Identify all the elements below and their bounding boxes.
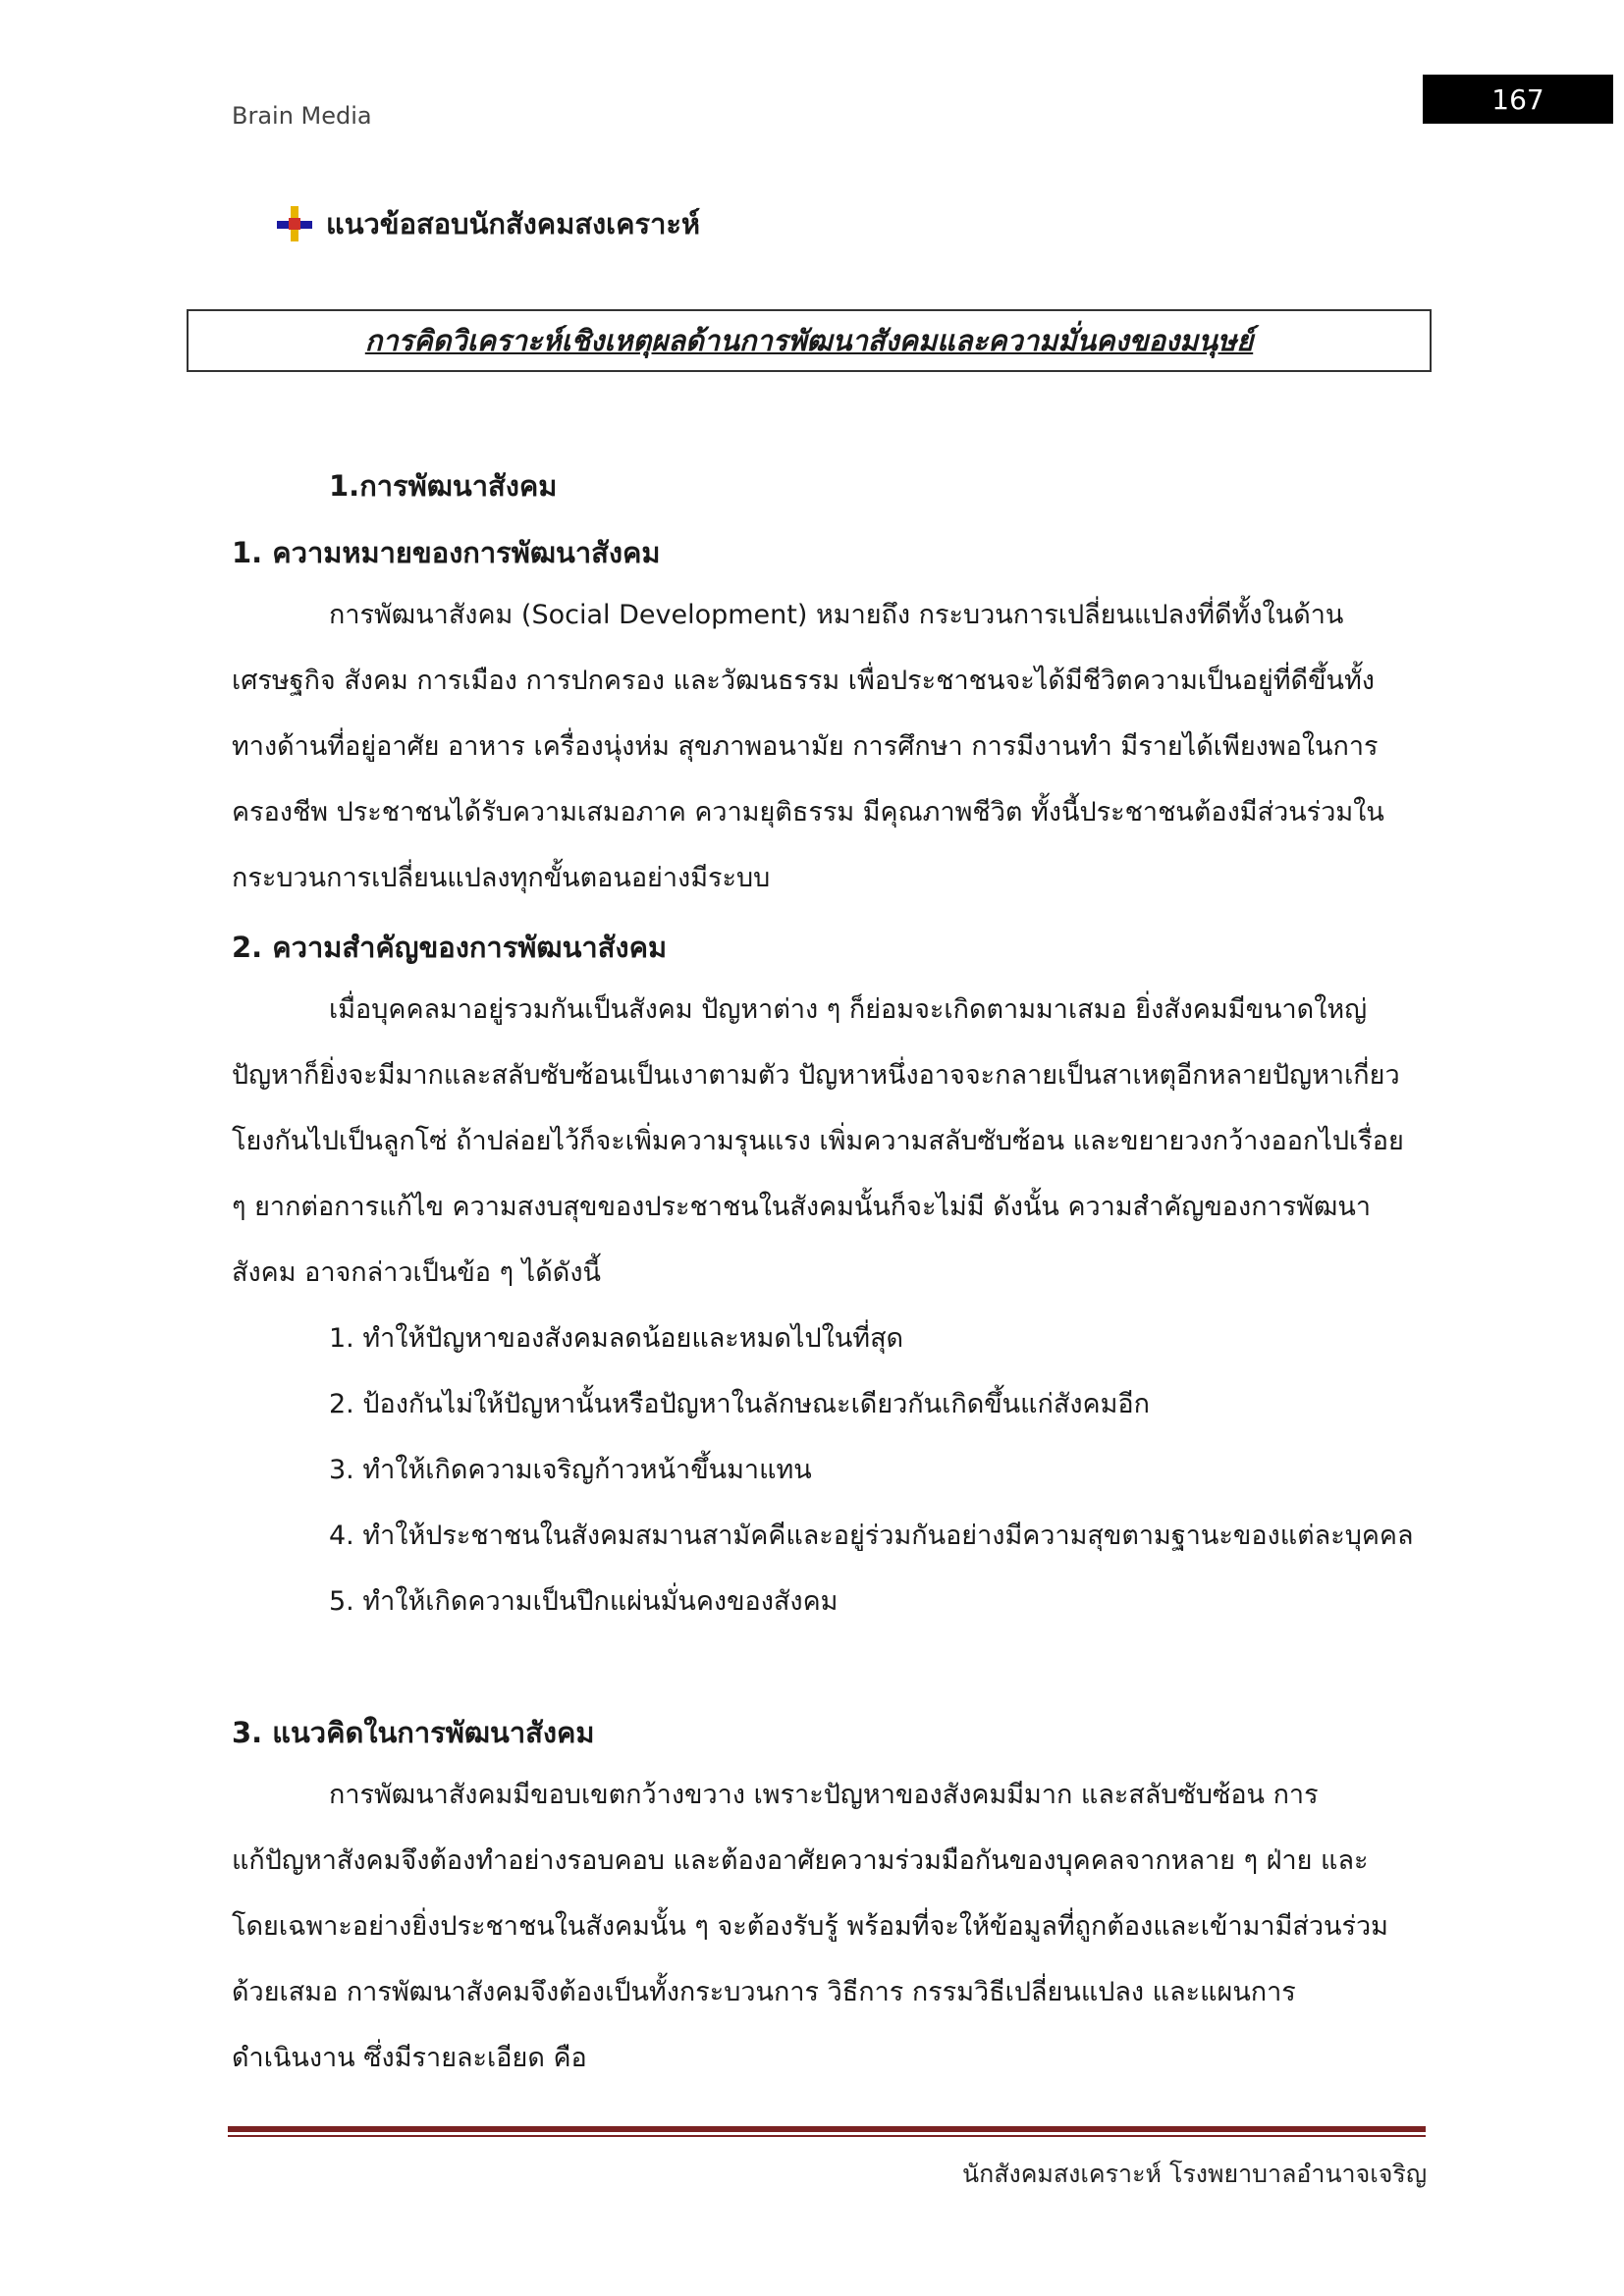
paragraph-line: ด้วยเสมอ การพัฒนาสังคมจึงต้องเป็นทั้งกระบวนการ วิธีการ กรรมวิธีเปลี่ยนแปลง และแผนการ (232, 1977, 1296, 2007)
title-box (187, 309, 1432, 372)
main-heading: 1.การพัฒนาสังคม (329, 469, 558, 503)
paragraph-line: การพัฒนาสังคม (Social Development) หมายถึง กระบวนการเปลี่ยนแปลงที่ดีทั้งในด้าน (329, 600, 1344, 630)
plus-bullet-icon (275, 204, 314, 243)
paragraph-line: เศรษฐกิจ สังคม การเมือง การปกครอง และวัฒนธรรม เพื่อประชาชนจะได้มีชีวิตความเป็นอยู่ที่ดีขึ้นทั้ง (232, 666, 1375, 696)
section2-paragraph (232, 977, 1430, 1306)
section-heading (275, 201, 700, 246)
section1-paragraph (232, 582, 1430, 911)
importance-list (329, 1306, 1414, 1634)
paragraph-line: สังคม อาจกล่าวเป็นข้อ ๆ ได้ดังนี้ (232, 1257, 601, 1288)
paragraph-line: แก้ปัญหาสังคมจึงต้องทำอย่างรอบคอบ และต้องอาศัยความร่วมมือกันของบุคคลจากหลาย ๆ ฝ่าย และ (232, 1845, 1369, 1876)
list-item: 4. ทำให้ประชาชนในสังคมสมานสามัคคีและอยู่ร่วมกันอย่างมีความสุขตามฐานะของแต่ละบุคคล (329, 1521, 1414, 1551)
list-item: 3. ทำให้เกิดความเจริญก้าวหน้าขึ้นมาแทน (329, 1455, 812, 1485)
paragraph-line: โดยเฉพาะอย่างยิ่งประชาชนในสังคมนั้น ๆ จะต้องรับรู้ พร้อมที่จะให้ข้อมูลที่ถูกต้องและเข้ามามีส่วนร่วม (232, 1911, 1388, 1942)
list-item: 1. ทำให้ปัญหาของสังคมลดน้อยและหมดไปในที่สุด (329, 1323, 904, 1354)
footer-rule (228, 2126, 1426, 2132)
section1-heading: 1. ความหมายของการพัฒนาสังคม (232, 536, 661, 569)
footer-rule-thin (228, 2135, 1426, 2137)
paragraph-line: ครองชีพ ประชาชนได้รับความเสมอภาค ความยุติธรรม มีคุณภาพชีวิต ทั้งนี้ประชาชนต้องมีส่วนร่วมใน (232, 797, 1384, 828)
section3-heading: 3. แนวคิดในการพัฒนาสังคม (232, 1716, 595, 1749)
section2-heading: 2. ความสำคัญของการพัฒนาสังคม (232, 931, 668, 964)
paragraph-line: โยงกันไปเป็นลูกโซ่ ถ้าปล่อยไว้ก็จะเพิ่มความรุนแรง เพิ่มความสลับซับซ้อน และขยายวงกว้างออกไปเรื่อย (232, 1126, 1404, 1156)
paragraph-line: ๆ ยากต่อการแก้ไข ความสงบสุขของประชาชนในสังคมนั้นก็จะไม่มี ดังนั้น ความสำคัญของการพัฒนา (232, 1192, 1372, 1222)
section3-paragraph (232, 1762, 1430, 2091)
section-heading-text: แนวข้อสอบนักสังคมสงเคราะห์ (326, 207, 701, 240)
list-item: 2. ป้องกันไม่ให้ปัญหานั้นหรือปัญหาในลักษณะเดียวกันเกิดขึ้นแก่สังคมอีก (329, 1389, 1150, 1419)
paragraph-line: ทางด้านที่อยู่อาศัย อาหาร เครื่องนุ่งห่ม สุขภาพอนามัย การศึกษา การมีงานทำ มีรายได้เพียงพอในการ (232, 731, 1379, 762)
paragraph-line: การพัฒนาสังคมมีขอบเขตกว้างขวาง เพราะปัญหาของสังคมมีมาก และสลับซับซ้อน การ (329, 1780, 1319, 1810)
page-number-text: 167 (1491, 82, 1544, 116)
paragraph-line: กระบวนการเปลี่ยนแปลงทุกขั้นตอนอย่างมีระบบ (232, 863, 771, 893)
paragraph-line: เมื่อบุคคลมาอยู่รวมกันเป็นสังคม ปัญหาต่าง ๆ ก็ย่อมจะเกิดตามมาเสมอ ยิ่งสังคมมีขนาดใหญ่ (329, 994, 1368, 1025)
brand-label: Brain Media (232, 102, 372, 130)
paragraph-line: ปัญหาก็ยิ่งจะมีมากและสลับซับซ้อนเป็นเงาตามตัว ปัญหาหนึ่งอาจจะกลายเป็นสาเหตุอีกหลายปัญหาเกี่ยว (232, 1060, 1400, 1091)
paragraph-line: ดำเนินงาน ซึ่งมีรายละเอียด คือ (232, 2043, 587, 2073)
list-item: 5. ทำให้เกิดความเป็นปึกแผ่นมั่นคงของสังคม (329, 1586, 839, 1617)
title-text: การคิดวิเคราะห์เชิงเหตุผลด้านการพัฒนาสังคมและความมั่นคงของมนุษย์ (364, 324, 1254, 357)
footer-text: นักสังคมสงเคราะห์ โรงพยาบาลอำนาจเจริญ (962, 2160, 1428, 2188)
page-number (1423, 75, 1613, 124)
